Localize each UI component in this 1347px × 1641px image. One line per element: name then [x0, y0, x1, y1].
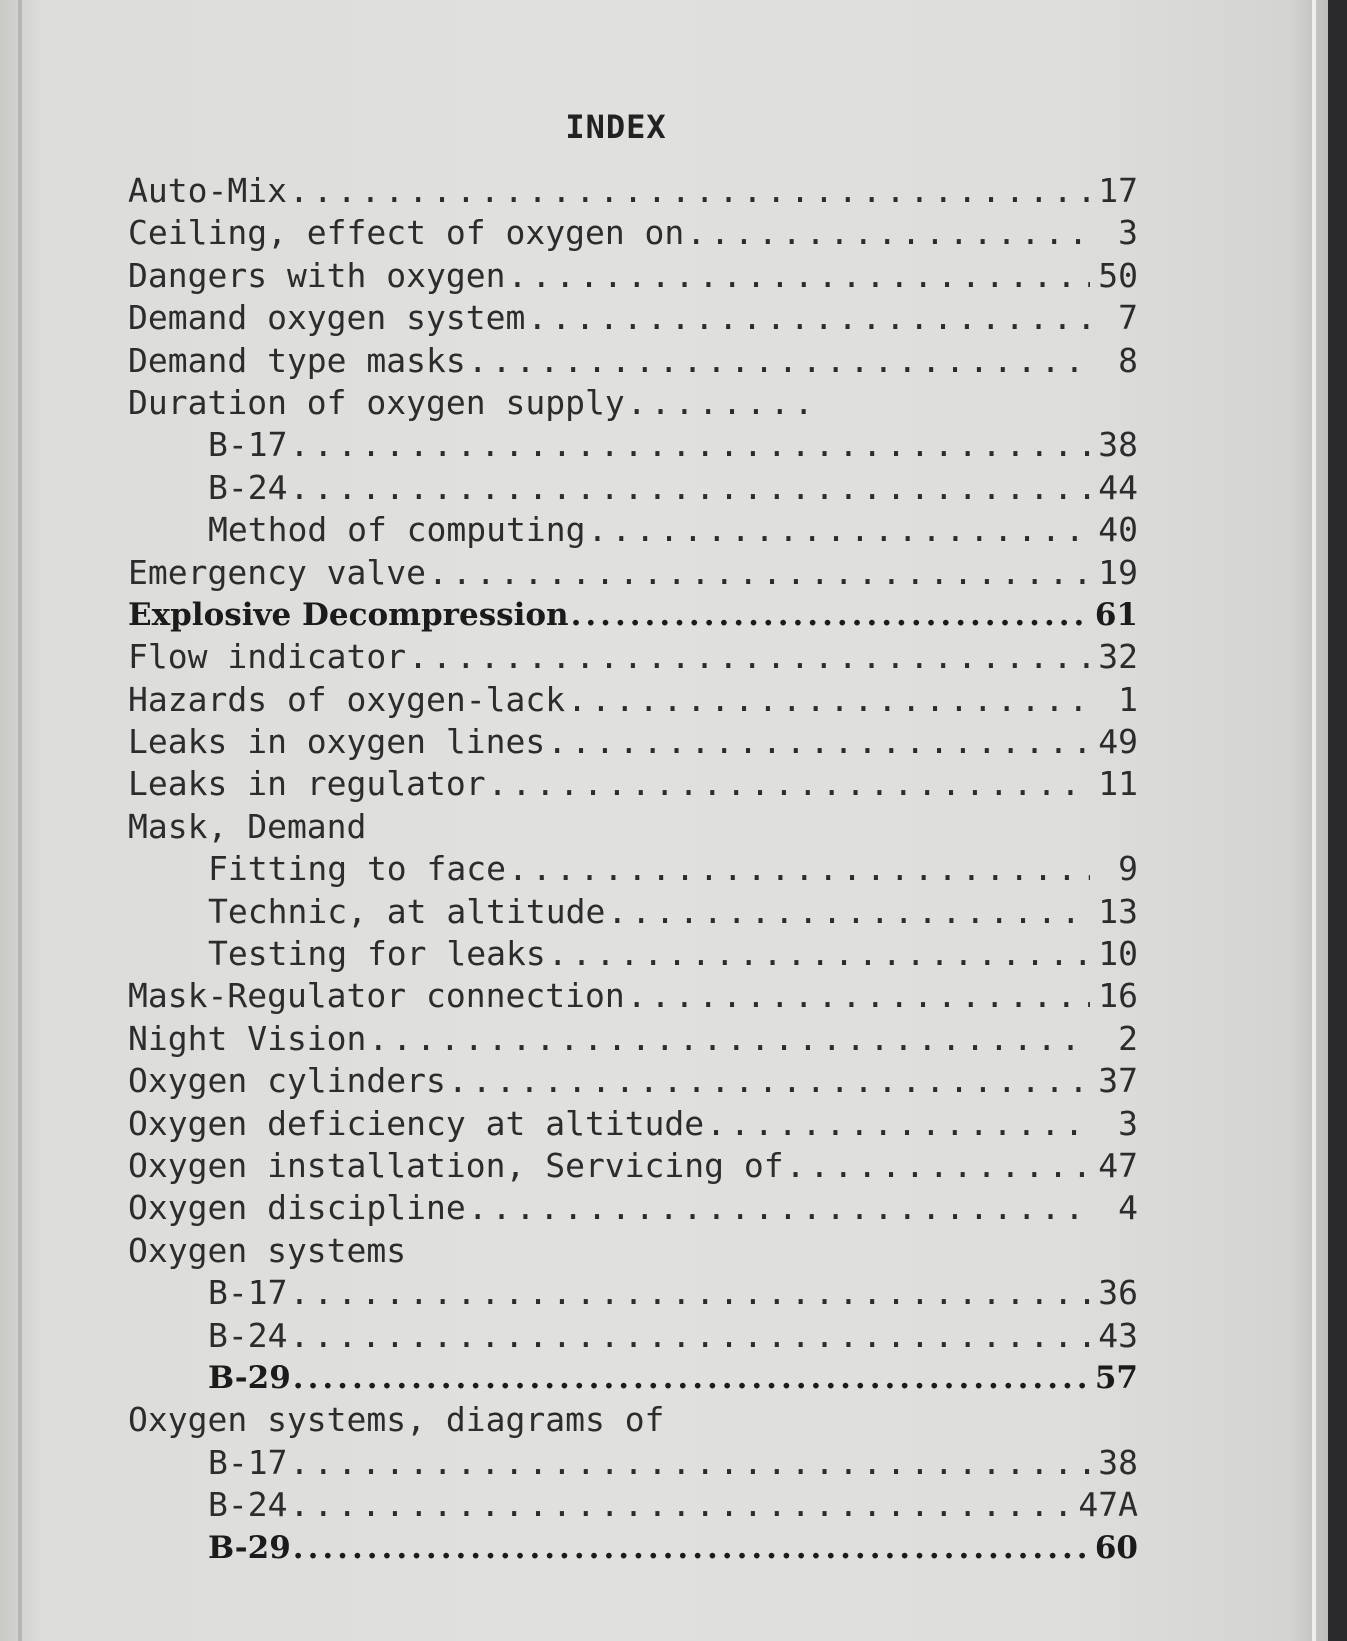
index-subentry — [128, 1527, 1138, 1569]
index-list — [128, 170, 1138, 1569]
entry-term: Fitting to face — [208, 849, 507, 889]
entry-term: Leaks in oxygen lines — [128, 722, 546, 762]
entry-page: 36 — [1098, 1273, 1138, 1313]
dot-leader — [466, 1187, 1090, 1229]
dot-leader — [506, 848, 1090, 890]
entry-page: 32 — [1098, 637, 1138, 677]
dot-leader — [291, 1527, 1090, 1569]
index-subentry — [128, 424, 1138, 466]
dot-leader — [684, 212, 1090, 254]
entry-page: 2 — [1118, 1018, 1138, 1058]
dot-leader — [466, 340, 1090, 382]
entry-term: Hazards of oxygen-lack — [128, 679, 566, 719]
index-subentry — [128, 467, 1138, 509]
entry-term: B-29 — [208, 1529, 291, 1566]
index-entry — [128, 636, 1138, 678]
entry-page: 10 — [1098, 934, 1138, 974]
entry-page: 61 — [1094, 596, 1138, 633]
entry-term: Testing for leaks — [208, 934, 546, 974]
index-entry — [128, 1145, 1138, 1187]
entry-page: 47A — [1078, 1485, 1138, 1525]
entry-term: Flow indicator — [128, 637, 407, 677]
entry-term: B-24 — [208, 1485, 288, 1525]
entry-term: Demand oxygen system — [128, 298, 526, 338]
entry-term: Mask-Regulator connection — [128, 976, 625, 1016]
entry-term: B-17 — [208, 1273, 288, 1313]
index-entry — [128, 975, 1138, 1017]
entry-term: Emergency valve — [128, 552, 427, 592]
index-entry — [128, 763, 1138, 805]
entry-page: 49 — [1098, 722, 1138, 762]
dot-leader — [565, 679, 1090, 721]
dot-leader — [366, 1018, 1090, 1060]
dot-leader — [291, 1357, 1090, 1399]
entry-page: 37 — [1098, 1061, 1138, 1101]
page-title: INDEX — [565, 108, 667, 146]
entry-term: Ceiling, effect of oxygen on — [128, 213, 685, 253]
index-entry — [128, 170, 1138, 212]
entry-term: Oxygen cylinders — [128, 1061, 446, 1101]
entry-page: 60 — [1094, 1529, 1138, 1566]
entry-term: Method of computing — [208, 510, 586, 550]
entry-term: Oxygen systems — [128, 1230, 407, 1270]
entry-term: B-17 — [208, 1442, 288, 1482]
index-subentry — [128, 1442, 1138, 1484]
index-entry — [128, 679, 1138, 721]
dot-leader — [625, 382, 807, 424]
index-entry — [128, 212, 1138, 254]
entry-page: 3 — [1118, 1103, 1138, 1143]
index-subentry — [128, 891, 1138, 933]
entry-term: Dangers with oxygen — [128, 255, 506, 295]
entry-page: 4 — [1118, 1188, 1138, 1228]
entry-term: Oxygen deficiency at altitude — [128, 1103, 705, 1143]
entry-page: 57 — [1094, 1359, 1138, 1396]
entry-term: Night Vision — [128, 1018, 367, 1058]
entry-page: 44 — [1098, 467, 1138, 507]
entry-term: Auto-Mix — [128, 171, 287, 210]
entry-term: B-29 — [208, 1359, 291, 1396]
dot-leader — [784, 1145, 1090, 1187]
index-subentry — [128, 1315, 1138, 1357]
entry-page: 8 — [1118, 340, 1138, 380]
entry-term: B-17 — [208, 425, 288, 465]
index-entry — [128, 721, 1138, 763]
entry-page: 16 — [1098, 976, 1138, 1016]
entry-page: 17 — [1098, 171, 1138, 210]
entry-term: Oxygen discipline — [128, 1188, 466, 1228]
dot-leader — [287, 1484, 1078, 1526]
dot-leader — [605, 891, 1090, 933]
dot-leader — [287, 424, 1090, 466]
index-entry — [128, 594, 1138, 636]
index-entry — [128, 1103, 1138, 1145]
entry-page: 47 — [1098, 1145, 1138, 1185]
index-entry — [128, 1060, 1138, 1102]
index-entry-heading — [128, 1399, 1138, 1441]
index-entry — [128, 297, 1138, 339]
index-subentry — [128, 848, 1138, 890]
dot-leader — [546, 933, 1090, 975]
index-subentry — [128, 1484, 1138, 1526]
entry-term: B-24 — [208, 1315, 288, 1355]
index-entry-heading — [128, 806, 1138, 848]
entry-term: Oxygen systems, diagrams of — [128, 1400, 665, 1440]
index-entry-heading — [128, 1230, 1138, 1272]
dot-leader — [586, 509, 1091, 551]
dot-leader — [486, 763, 1090, 805]
index-subentry — [128, 1357, 1138, 1399]
dot-leader — [569, 594, 1090, 636]
entry-term: Technic, at altitude — [208, 891, 606, 931]
entry-page: 40 — [1098, 510, 1138, 550]
index-subentry — [128, 933, 1138, 975]
entry-page: 19 — [1098, 552, 1138, 592]
entry-page: 1 — [1118, 679, 1138, 719]
entry-term: B-24 — [208, 467, 288, 507]
entry-term: Oxygen installation, Servicing of — [128, 1145, 784, 1185]
index-subentry — [128, 509, 1138, 551]
index-entry-heading — [128, 382, 1138, 424]
index-subentry — [128, 1272, 1138, 1314]
dot-leader — [287, 1315, 1090, 1357]
entry-term: Explosive Decompression — [128, 596, 569, 633]
dot-leader — [287, 170, 1090, 212]
entry-page: 11 — [1098, 764, 1138, 804]
dot-leader — [287, 1272, 1090, 1314]
entry-page: 50 — [1098, 255, 1138, 295]
index-entry — [128, 1187, 1138, 1229]
dot-leader — [704, 1103, 1090, 1145]
index-entry — [128, 1018, 1138, 1060]
index-entry — [128, 340, 1138, 382]
dot-leader — [287, 467, 1090, 509]
page-left-edge — [18, 0, 22, 1641]
dot-leader — [287, 1442, 1090, 1484]
index-entry — [128, 552, 1138, 594]
dot-leader — [446, 1060, 1090, 1102]
entry-page: 38 — [1098, 1442, 1138, 1482]
index-entry — [128, 255, 1138, 297]
page-right-edge — [1312, 0, 1316, 1641]
dot-leader — [506, 255, 1091, 297]
dot-leader — [406, 636, 1090, 678]
entry-page: 7 — [1118, 298, 1138, 338]
entry-term: Demand type masks — [128, 340, 466, 380]
dot-leader — [525, 297, 1090, 339]
dot-leader — [545, 721, 1090, 763]
entry-term: Duration of oxygen supply — [128, 382, 625, 422]
dot-leader — [426, 552, 1090, 594]
entry-page: 38 — [1098, 425, 1138, 465]
entry-term: Leaks in regulator — [128, 764, 486, 804]
dot-leader — [625, 975, 1090, 1017]
entry-page: 43 — [1098, 1315, 1138, 1355]
entry-page: 9 — [1118, 849, 1138, 889]
entry-page: 3 — [1118, 213, 1138, 253]
entry-page: 13 — [1098, 891, 1138, 931]
entry-term: Mask, Demand — [128, 806, 367, 846]
